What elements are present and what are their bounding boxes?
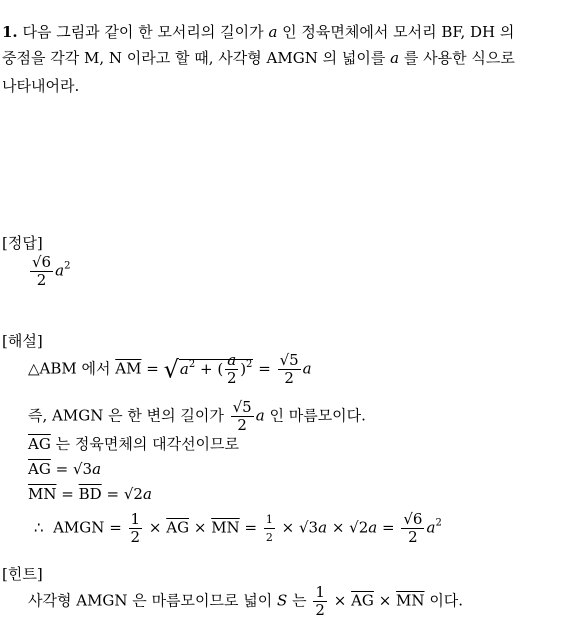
solution-line-5 xyxy=(28,483,152,505)
solution-line-3 xyxy=(28,433,239,455)
problem-line-1 xyxy=(2,21,514,43)
sol-l6-exp: 2 xyxy=(435,517,442,529)
sol-l6-frac2 xyxy=(264,511,275,546)
sol-l3-text: 는 정육면체의 대각선이므로 xyxy=(55,435,240,453)
problem-text-2: 중점을 각각 M, N 이라고 할 때, 사각형 AMGN 의 넓이를 xyxy=(2,49,386,67)
problem-var-a: a xyxy=(268,23,278,41)
sol-l6-times4: × xyxy=(331,518,345,537)
problem-number: 1. xyxy=(2,23,18,41)
sol-l1-result-num: √5 xyxy=(279,351,299,369)
sol-l4-rhs: √3 xyxy=(72,460,93,478)
hint-frac xyxy=(313,584,327,619)
sol-l1-sqrt: $√a^2$ + ( $\frac{a}{2}$ )$^2$ xyxy=(163,351,253,387)
hint-seg-mn: $\overline{MN}$ xyxy=(396,591,425,610)
sol-l6-frac2-num: 1 xyxy=(264,511,275,529)
sol-l1-eq2: = xyxy=(258,359,271,378)
sol-l6-frac3-den: 2 xyxy=(408,528,418,546)
sol-l2-pre: 즉, AMGN 은 한 변의 길이가 xyxy=(28,406,224,425)
answer-label: [정답] xyxy=(2,234,43,252)
sol-l5-a: a xyxy=(142,485,152,503)
sol-l6-eq2: = xyxy=(244,518,258,537)
sol-l5-seg-bd: $\overline{BD}$ xyxy=(78,485,102,503)
sol-l6-seg-ag: $\overline{AG}$ xyxy=(166,518,190,537)
hint-label: [힌트] xyxy=(2,565,43,583)
problem-text-3: 나타내어라. xyxy=(2,77,80,95)
sol-l6-frac1-num: 1 xyxy=(130,510,141,528)
sol-l2-post: 인 마름모이다. xyxy=(269,406,366,425)
answer-var: a xyxy=(55,261,65,280)
answer-denominator: 2 xyxy=(36,271,47,289)
sol-l6-frac3-num: √6 xyxy=(403,510,423,528)
sol-l6-name: AMGN xyxy=(53,518,105,537)
sol-l5-rhs: √2 xyxy=(123,485,143,503)
sol-l1-result xyxy=(278,352,301,387)
solution-line-1 xyxy=(28,352,312,387)
sol-l5-seg-mn: $\overline{MN}$ xyxy=(28,485,57,503)
sol-l2-num: √5 xyxy=(232,398,252,416)
sol-l6-frac3 xyxy=(401,511,424,546)
solution-line-4 xyxy=(28,458,101,480)
problem-var-a-2: a xyxy=(390,49,400,67)
sol-l6-times2: × xyxy=(193,518,207,537)
sol-l6-sqrt3: √3 xyxy=(298,518,319,537)
problem-text-1b: 인 정육면체에서 모서리 BF, DH 의 xyxy=(282,23,515,41)
sol-l6-eq3: = xyxy=(382,518,395,537)
solution-label: [해설] xyxy=(2,332,43,350)
sol-l6-a1: a xyxy=(318,518,328,537)
hint-times2: × xyxy=(378,591,392,610)
sol-l6-frac1 xyxy=(129,511,143,546)
sol-l6-seg-mn: $\overline{MN}$ xyxy=(211,518,240,537)
sol-l6-times3: × xyxy=(281,518,295,537)
hint-var-s: S xyxy=(277,591,288,610)
sol-l6-frac2-den: 2 xyxy=(265,531,273,544)
sol-l1-result-a: a xyxy=(302,359,312,378)
sol-l1-frac xyxy=(225,352,238,387)
sol-l4-eq: = xyxy=(55,460,69,478)
sol-l1-close: ) xyxy=(240,359,247,378)
answer-expression xyxy=(28,254,70,289)
sol-l6-frac1-den: 2 xyxy=(130,528,141,546)
sol-l4-seg-ag: $\overline{AG}$ xyxy=(28,460,51,478)
sol-l1-triangle: △ABM 에서 xyxy=(28,359,111,378)
sol-l3-seg-ag: $\overline{AG}$ xyxy=(28,435,51,453)
problem-text-1: 다음 그림과 같이 한 모서리의 길이가 xyxy=(22,23,264,41)
sol-l2-frac xyxy=(231,399,254,434)
answer-fraction xyxy=(30,254,53,289)
sol-l1-seg-am: $\overline{AM}$ xyxy=(115,359,142,378)
problem-text-2b: 를 사용한 식으로 xyxy=(403,49,515,67)
hint-post: 이다. xyxy=(429,591,464,610)
answer-numerator: √6 xyxy=(32,253,52,271)
sol-l1-result-den: 2 xyxy=(284,369,294,387)
sol-l1-eq: = xyxy=(146,359,159,378)
sol-l6-sqrt2: √2 xyxy=(349,518,369,537)
hint-seg-ag: $\overline{AG}$ xyxy=(351,591,374,610)
sol-l1-frac-den: 2 xyxy=(226,369,237,387)
problem-line-3 xyxy=(2,75,79,97)
hint-frac-den: 2 xyxy=(315,601,325,619)
sol-l6-times: × xyxy=(148,518,162,537)
sol-l5-eq: = xyxy=(61,485,74,503)
sol-l2-a: a xyxy=(255,406,265,425)
hint-frac-num: 1 xyxy=(315,583,325,601)
hint-pre: 사각형 AMGN 은 마름모이므로 넓이 xyxy=(28,591,273,610)
hint-times: × xyxy=(333,591,347,610)
hint-line xyxy=(28,584,463,619)
sol-l1-sq: 2 xyxy=(188,358,196,370)
sol-l6-therefore: ∴ xyxy=(34,518,44,537)
sol-l6-a2: a xyxy=(368,518,378,537)
sol-l5-eq2: = xyxy=(106,485,120,503)
sol-l6-a3: a xyxy=(426,518,436,537)
solution-line-6 xyxy=(34,511,442,546)
hint-mid: 는 xyxy=(292,591,307,610)
sol-l1-frac-num: a xyxy=(227,351,237,369)
problem-line-2 xyxy=(2,47,515,69)
sol-l1-a: a xyxy=(179,359,189,378)
sol-l6-eq: = xyxy=(109,518,122,537)
answer-exponent: 2 xyxy=(64,260,71,272)
sol-l1-sq2: 2 xyxy=(246,358,253,370)
sol-l1-plus: + ( xyxy=(200,359,224,378)
sol-l2-den: 2 xyxy=(237,416,247,434)
sol-l4-a: a xyxy=(92,460,102,478)
solution-line-2 xyxy=(28,399,366,434)
